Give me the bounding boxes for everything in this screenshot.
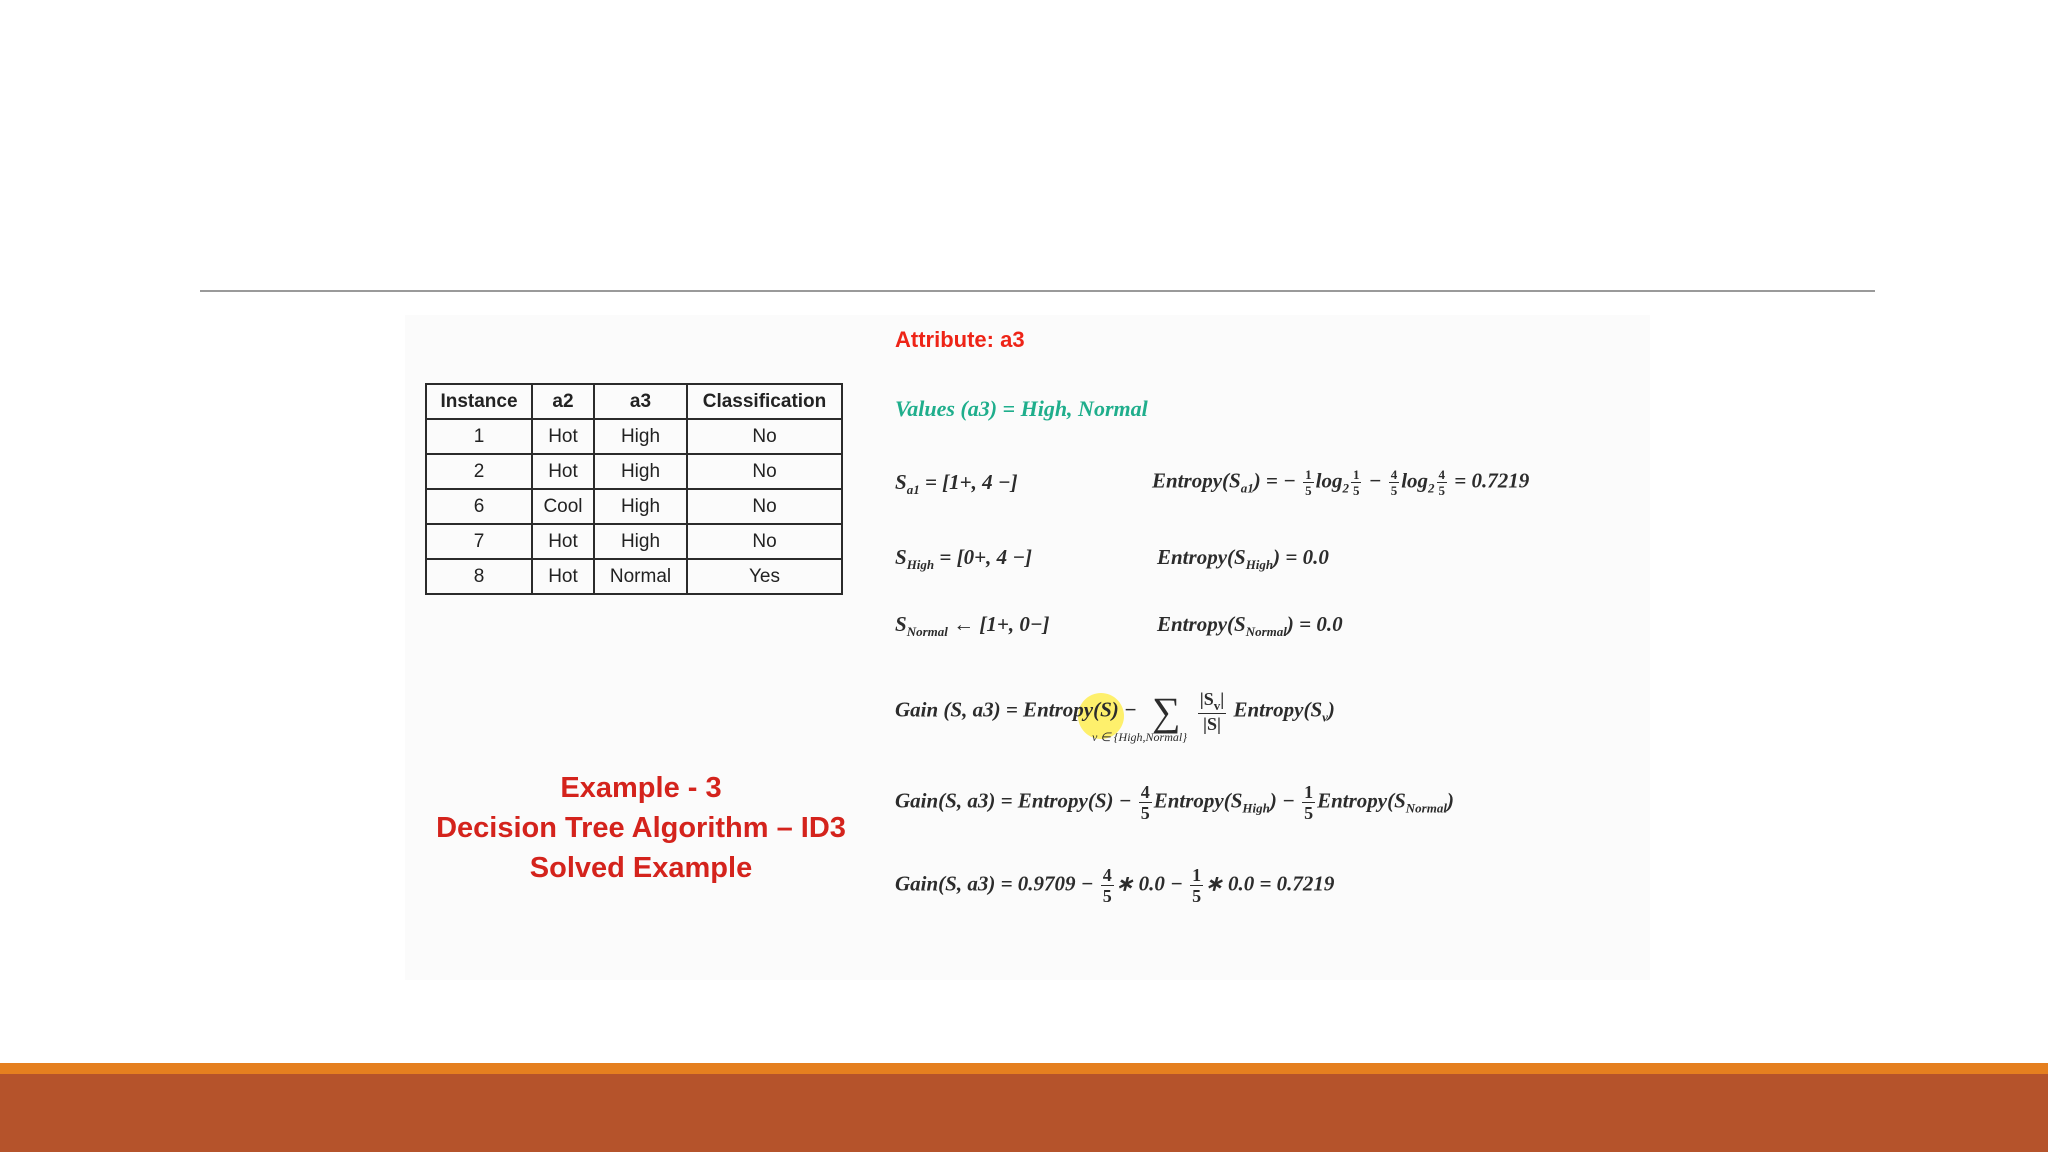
equation-gain-final: Gain(S, a3) = 0.9709 − $\frac{4}{5}$ ∗ 0.0 − $\frac{1}{5}$ ∗ 0.0 = 0.7219: [895, 865, 1335, 906]
fraction: $\frac{4}{5}$: [1140, 782, 1150, 823]
table-cell: 6: [426, 489, 532, 524]
equation-entropy-a1: $Entropy(S_{a1})$ = − $\frac{1}{5}$ $\log_2$ $\frac{1}{5}$ − $\frac{4}{5}$ $\log_2$ $\frac{4}{5}$ = 0.7219: [1152, 467, 1530, 498]
column-header-classification: Classification: [687, 384, 842, 419]
fraction: $\frac{1}{5}$: [1192, 865, 1202, 906]
equation-gain-substituted: Gain(S, a3) = Entropy(S) − $\frac{4}{5}$ $Entropy(S_{High})$ − $\frac{1}{5}$ $Entropy(S_{Normal})$: [895, 782, 1454, 823]
fraction: $\frac{4}{5}$: [1102, 865, 1112, 906]
table-cell: No: [687, 454, 842, 489]
table-cell: Hot: [532, 454, 594, 489]
equation-entropy-normal: $Entropy(S_{Normal}) = 0.0$: [1157, 612, 1343, 639]
fraction: $\frac{1}{5}$: [1304, 782, 1314, 823]
table-cell: High: [594, 419, 687, 454]
footer-bar: [0, 1074, 2048, 1152]
footer-accent-bar: [0, 1063, 2048, 1074]
fraction: $\frac{1}{5}$: [1305, 467, 1312, 498]
table-cell: 1: [426, 419, 532, 454]
fraction: $\frac{4}{5}$: [1390, 467, 1398, 498]
table-header-row: [426, 384, 842, 419]
table-row: [426, 489, 842, 524]
table-cell: Hot: [532, 419, 594, 454]
example-caption: [420, 768, 862, 888]
table-cell: Normal: [594, 559, 687, 594]
table-cell: No: [687, 524, 842, 559]
header-divider: [200, 290, 1875, 292]
table-cell: Cool: [532, 489, 594, 524]
caption-line: Solved Example: [529, 852, 753, 884]
table-row: [426, 559, 842, 594]
table-cell: High: [594, 524, 687, 559]
caption-line: Decision Tree Algorithm – ID3: [436, 812, 846, 844]
instance-table: [425, 383, 843, 595]
attribute-title: Attribute: a3: [895, 327, 1025, 352]
caption-line: Example - 3: [560, 772, 722, 804]
table-cell: 8: [426, 559, 532, 594]
values-line: Values (a3) = High, Normal: [895, 396, 1148, 421]
table-cell: No: [687, 489, 842, 524]
summation-symbol: ∑ v ∈ {High,Normal}: [1091, 689, 1188, 744]
equation-entropy-high: $Entropy(S_{High}) = 0.0$: [1157, 545, 1329, 572]
table-cell: No: [687, 419, 842, 454]
table-row: [426, 524, 842, 559]
table-cell: Hot: [532, 559, 594, 594]
equation-s-normal: $S_{Normal}$ ← [1+, 0−]: [895, 612, 1050, 639]
table-cell: 2: [426, 454, 532, 489]
table-cell: High: [594, 454, 687, 489]
column-header-a2: a2: [532, 384, 594, 419]
fraction: $\frac{1}{5}$: [1352, 467, 1360, 498]
table-row: [426, 454, 842, 489]
fraction: $\frac{|S_v|}{|S|}$: [1199, 689, 1225, 734]
column-header-instance: Instance: [426, 384, 532, 419]
column-header-a3: a3: [594, 384, 687, 419]
table-row: [426, 419, 842, 454]
table-cell: Hot: [532, 524, 594, 559]
fraction: $\frac{4}{5}$: [1438, 467, 1446, 498]
equation-s-a1: $S_{a1} = [1+$, 4 −]: [895, 470, 1018, 497]
equation-gain-general: Gain (S, a3) = Entropy(S) − ∑ v ∈ {High,Normal} $\frac{|S_v|}{|S|}$ $Entropy(S_v)$: [895, 689, 1335, 744]
equation-s-high: $S_{High} = [0+$, 4 −]: [895, 545, 1033, 572]
table-cell: 7: [426, 524, 532, 559]
table-cell: Yes: [687, 559, 842, 594]
table-cell: High: [594, 489, 687, 524]
